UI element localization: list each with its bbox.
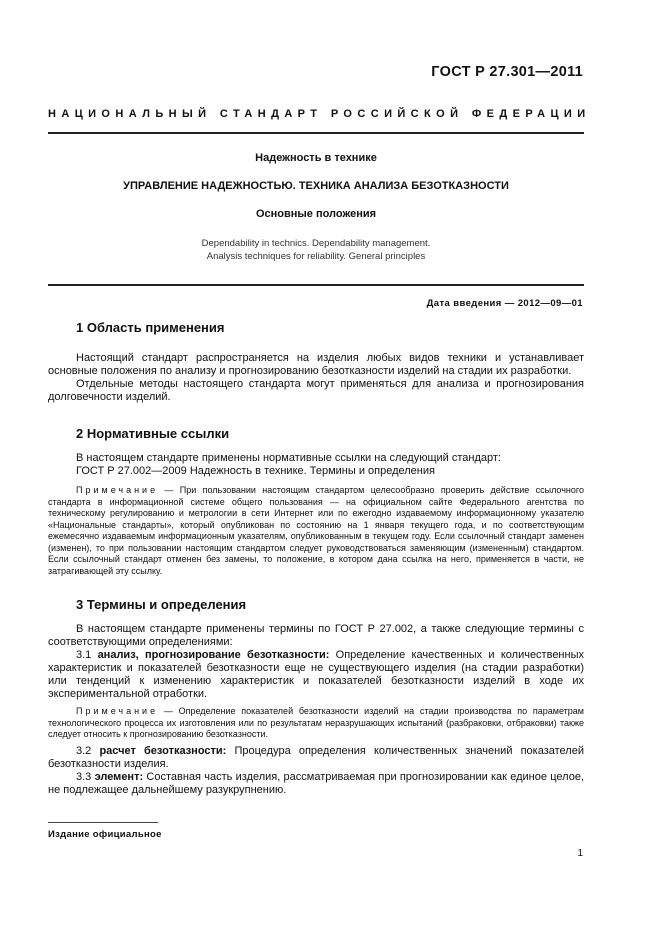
section-2-reference: ГОСТ Р 27.002—2009 Надежность в технике. Термины и определения <box>76 465 435 477</box>
effective-date: Дата введения — 2012—09—01 <box>426 298 583 309</box>
term-3-3-number: 3.3 <box>76 771 92 783</box>
national-standard-banner: НАЦИОНАЛЬНЫЙ СТАНДАРТ РОССИЙСКОЙ ФЕДЕРАЦИИ <box>48 108 591 120</box>
english-title-line-2: Analysis techniques for reliability. General principles <box>206 251 426 262</box>
term-3-2 <box>48 745 584 771</box>
term-3-2-name: расчет безотказности: <box>99 745 227 757</box>
section-2-note <box>48 485 584 577</box>
title-divider <box>48 284 584 286</box>
section-3-heading: 3 Термины и определения <box>76 597 247 612</box>
note-label: Примечание <box>76 485 159 495</box>
note-text: — Определение показателей безотказности изделий на стадии производства по параметрам технологического процесса их изготовления или по результатам неразрушающих испытаний (разбраковки, отбраковки) также следует относить к прогнозированию безотказности. <box>48 706 584 739</box>
term-3-1-name: анализ, прогнозирование безотказности: <box>97 649 330 661</box>
note-text: — При пользовании настоящим стандартом целесообразно проверить действие ссылочного стандарта в информационной системе общего пользования — на официальном сайте Федерального агентства по техническому регулированию и метрологии в сети Интернет или по ежегодно издаваемому информационному указателю «Национальные стандарты», который опубликован по состоянию на 1 января текущего года, и по соответствующим ежемесячно издаваемым информационным указателям, опубликованным в текущем году. Если ссылочный стандарт заменен (изменен), то при пользовании настоящим стандартом следует руководствоваться заменяющим (измененным) стандартом. Если ссылочный стандарт отменен без замены, то положение, в котором дана ссылка на него, применяется в части, не затрагивающей эту ссылку. <box>48 485 584 576</box>
page-number: 1 <box>577 848 583 859</box>
term-3-3 <box>48 771 584 797</box>
standard-subheading: Основные положения <box>255 208 377 220</box>
standard-subtitle: Надежность в технике <box>255 152 377 164</box>
document-code: ГОСТ Р 27.301—2011 <box>431 64 583 80</box>
term-3-1-definition: Определение качественных и количественных характеристик и показателей безотказности еще не существующего изделия (на стадии разработки) или тенденций к изменению характеристик и показателей безотказности изделий в ходе их экспериментальной отработки. <box>48 649 584 700</box>
note-label: Примечание <box>76 706 159 716</box>
header-divider <box>48 132 584 134</box>
english-title-line-1: Dependability in technics. Dependability management. <box>201 238 431 249</box>
section-1-heading: 1 Область применения <box>76 320 225 335</box>
term-3-1-number: 3.1 <box>76 649 92 661</box>
term-3-1 <box>48 649 584 701</box>
section-2-heading: 2 Нормативные ссылки <box>76 426 230 441</box>
term-3-2-number: 3.2 <box>76 745 92 757</box>
footer-divider <box>48 822 158 823</box>
term-3-2-definition: Процедура определения количественных значений показателей безотказности изделия. <box>48 745 584 770</box>
section-1-paragraph-1: Настоящий стандарт распространяется на изделия любых видов техники и устанавливает основные положения по анализу и прогнозированию безотказности изделий на стадии их разработки. <box>48 352 584 377</box>
section-2-paragraph-1: В настоящем стандарте применены нормативные ссылки на следующий стандарт: <box>76 452 501 464</box>
standard-title: УПРАВЛЕНИЕ НАДЕЖНОСТЬЮ. ТЕХНИКА АНАЛИЗА БЕЗОТКАЗНОСТИ <box>123 180 509 192</box>
section-3-note <box>48 706 584 741</box>
section-1-paragraph-2: Отдельные методы настоящего стандарта могут применяться для анализа и прогнозирования долговечности изделий. <box>48 378 584 403</box>
term-3-3-definition: Составная часть изделия, рассматриваемая при прогнозировании как единое целое, не подлежащее дальнейшему разукрупнению. <box>48 771 585 796</box>
official-edition-label: Издание официальное <box>48 829 162 840</box>
term-3-3-name: элемент: <box>94 771 144 783</box>
section-3-intro: В настоящем стандарте применены термины по ГОСТ Р 27.002, а также следующие термины с соответствующими определениями: <box>48 623 584 648</box>
